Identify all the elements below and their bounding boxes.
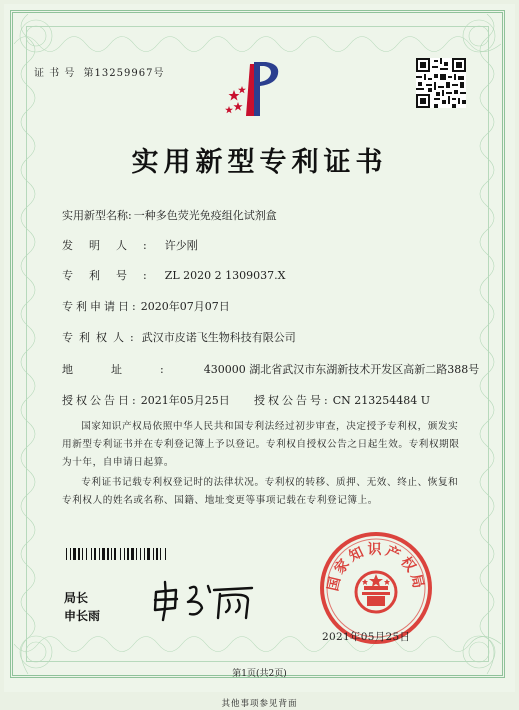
field-inventor [62,237,198,253]
field-label: 授权公告号: [254,394,331,407]
director-name: 申长雨 [64,609,101,623]
certificate-number [34,64,164,79]
field-label: 地址: [62,363,202,376]
barcode-icon [66,548,216,560]
field-label: 授权公告日: [62,394,139,407]
seal-org-text: 国家知识产权局 [325,541,427,593]
qr-code-icon [416,58,466,108]
field-patentee [62,329,296,345]
cnipa-logo-icon [224,56,296,120]
field-patent-number [62,267,285,283]
field-utility-model-name [62,207,277,223]
field-grant-date [62,392,230,408]
field-value: CN 213254484 U [332,394,431,407]
field-value: 一种多色荧光免疫组化试剂盒 [133,209,277,222]
certificate-number-label: 证 书 号 [34,68,76,79]
director-signature [150,578,260,623]
field-grant-number [254,392,430,408]
certificate-number-value: 第13259967号 [83,68,165,79]
field-value: 武汉市皮诺飞生物科技有限公司 [141,331,296,344]
field-filing-date [62,298,230,314]
field-value: 2021年05月25日 [140,394,230,407]
field-value: 许少刚 [164,239,198,252]
director-title: 局长 [64,591,89,605]
field-label: 发明人: [62,239,163,252]
field-label: 专利申请日: [62,300,139,313]
footer-note: 其他事项参见背面 [221,699,298,709]
page-number: 第1页(共2页) [232,669,287,679]
field-label: 实用新型名称: [62,209,132,222]
legal-paragraph-2: 专利证书记载专利权登记时的法律状况。专利权的转移、质押、无效、终止、恢复和专利权人的姓名或名称、国籍、地址变更等事项记载在专利登记簿上。 [62,477,459,506]
certificate-title: 实用新型专利证书 [131,147,388,178]
field-value: ZL 2020 2 1309037.X [164,269,286,282]
legal-paragraph-1: 国家知识产权局依照中华人民共和国专利法经过初步审查，决定授予专利权，颁发实用新型专利证书并在专利登记簿上予以登记。专利权自授权公告之日起生效。专利权期限为十年，自申请日起算。 [62,421,460,468]
field-value: 430000 湖北省武汉市东湖新技术开发区高新二路388号 [203,363,480,376]
field-label: 专利号: [62,269,163,282]
seal-date: 2021年05月25日 [322,631,411,643]
field-value: 2020年07月07日 [140,300,230,313]
field-label: 专利权人: [62,331,140,344]
field-address [62,361,479,377]
